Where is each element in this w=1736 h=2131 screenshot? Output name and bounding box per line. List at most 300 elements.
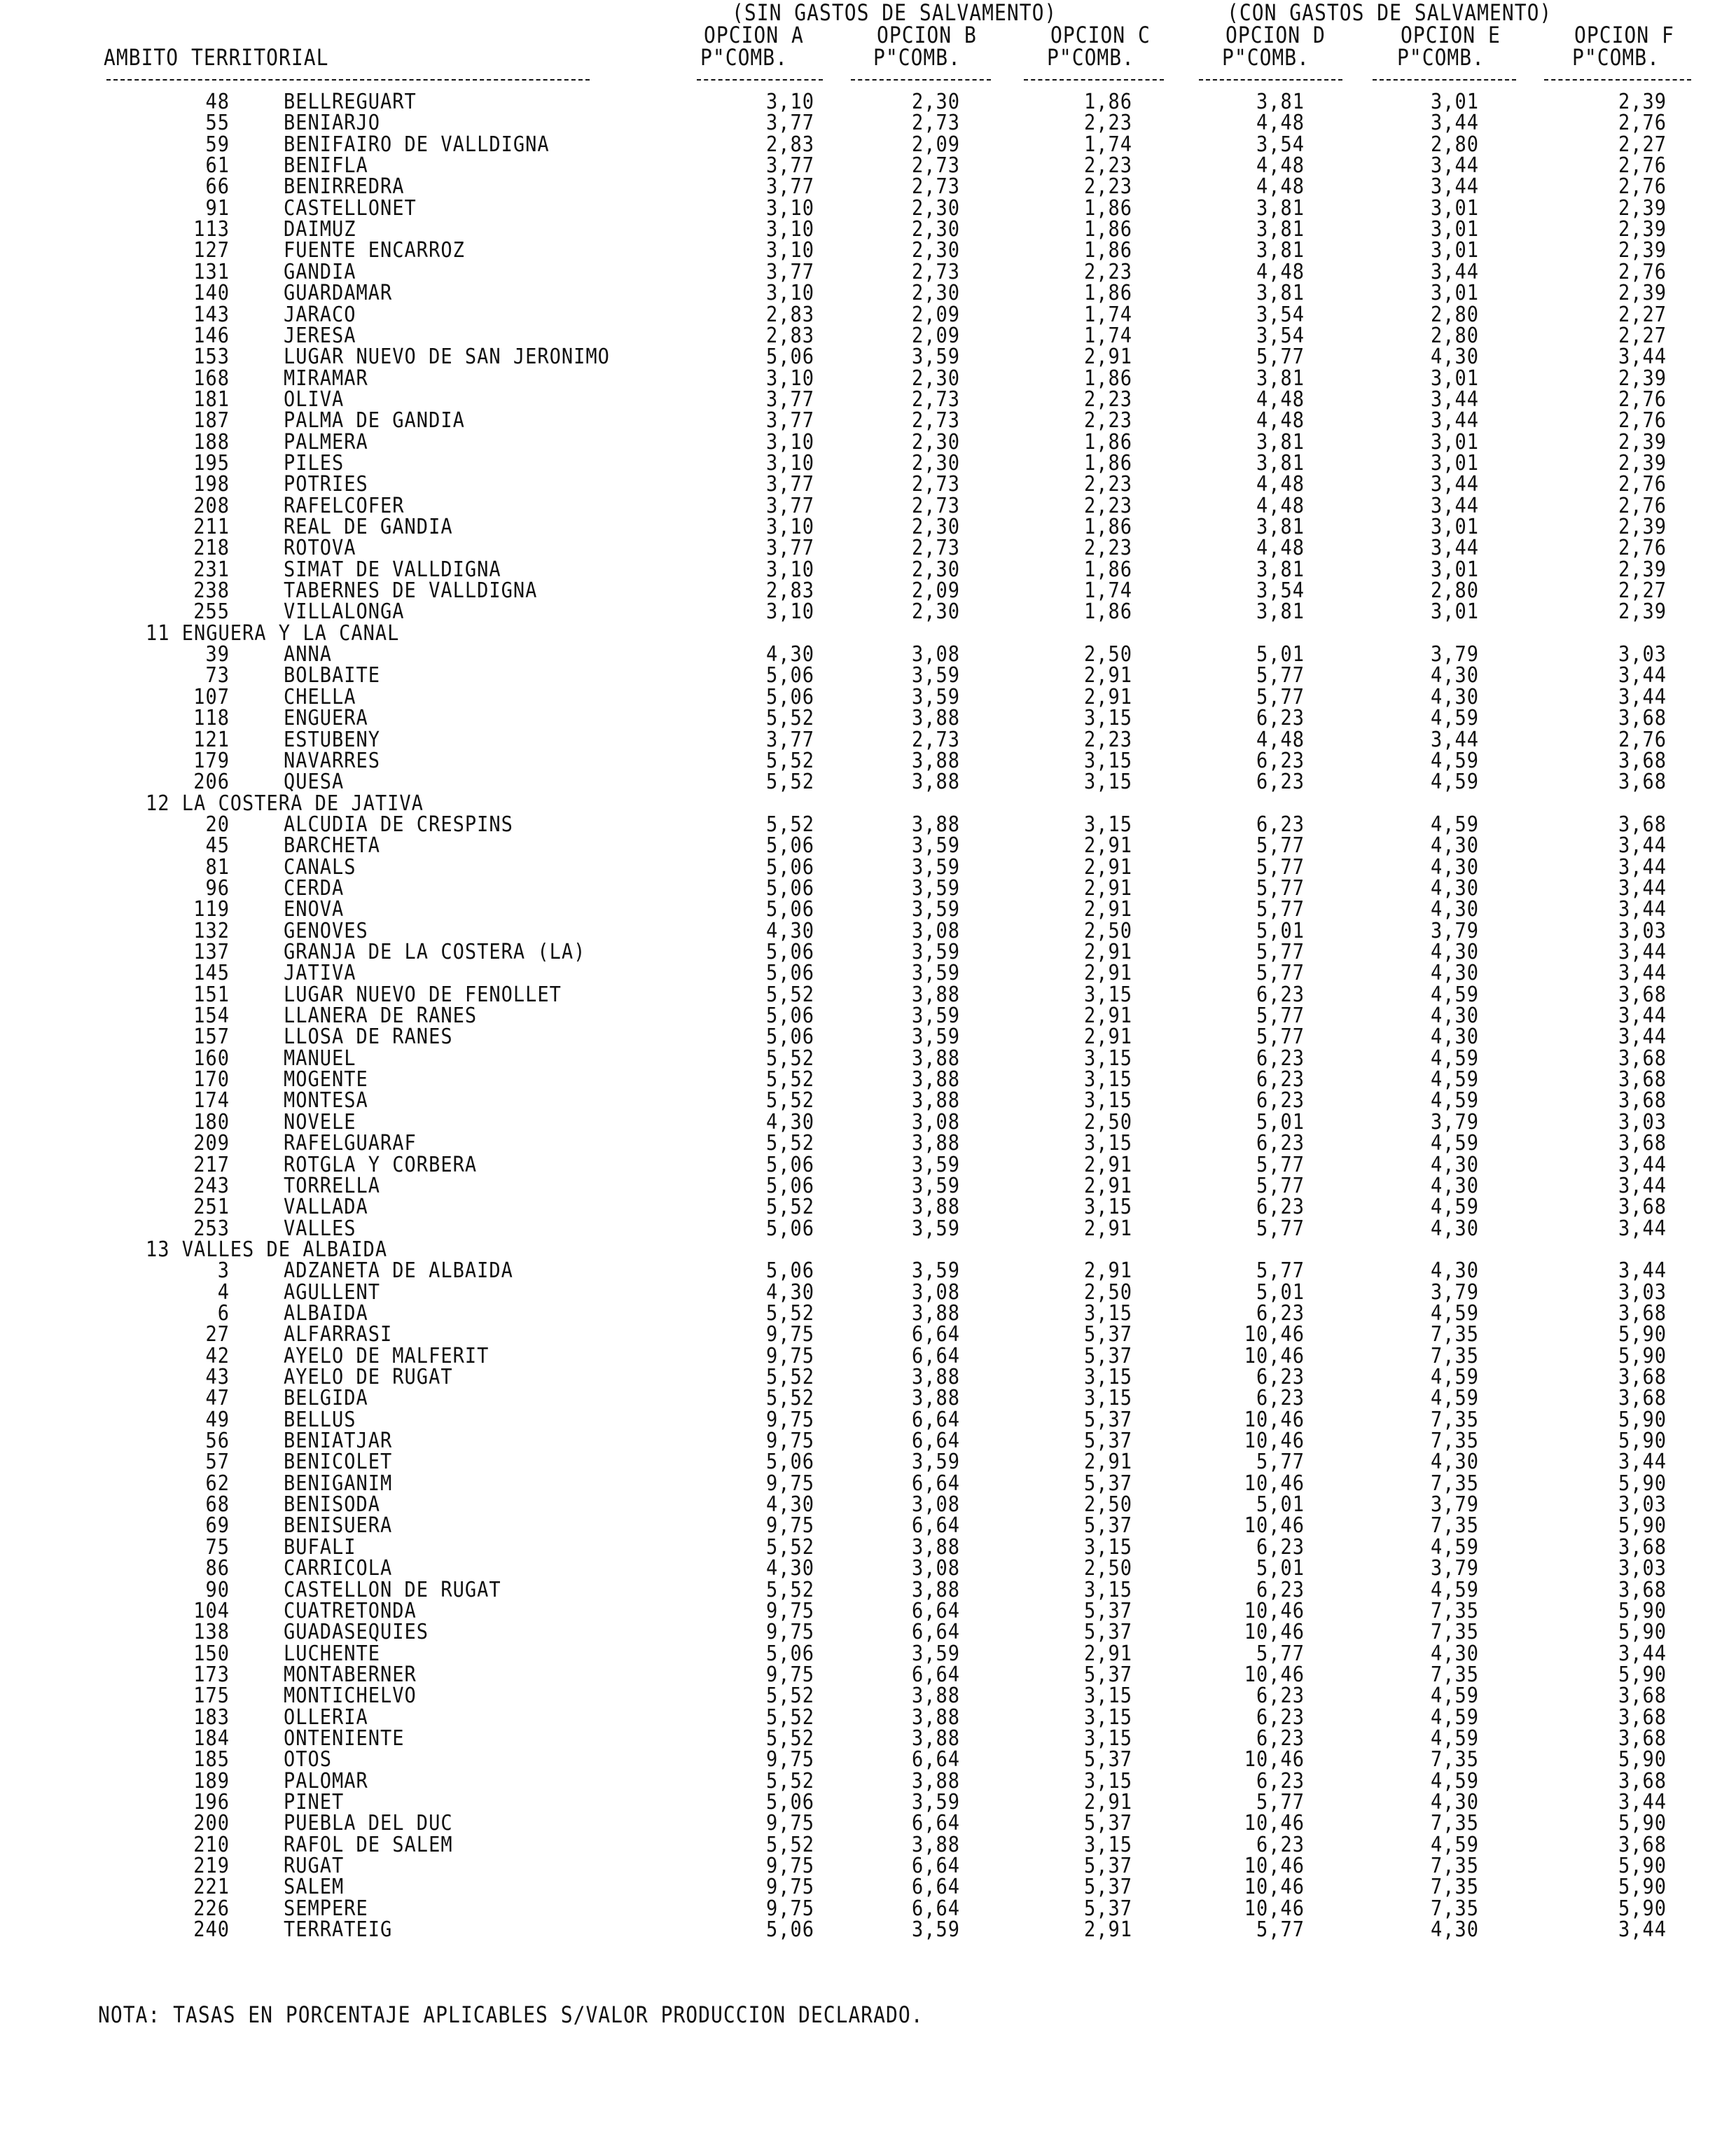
rate-option-a: 9,75 bbox=[765, 1747, 814, 1772]
rate-option-b: 3,59 bbox=[911, 960, 960, 985]
rate-option-a: 5,06 bbox=[765, 854, 814, 880]
rate-option-a: 5,06 bbox=[765, 1789, 814, 1814]
rate-option-b: 3,88 bbox=[911, 1364, 960, 1389]
rate-option-e: 4,30 bbox=[1430, 896, 1479, 922]
rate-option-e: 4,30 bbox=[1430, 1449, 1479, 1474]
rate-option-e: 4,30 bbox=[1430, 662, 1479, 688]
rate-option-e: 3,44 bbox=[1430, 408, 1479, 433]
rate-option-f: 2,39 bbox=[1618, 216, 1667, 242]
footnote: NOTA: TASAS EN PORCENTAJE APLICABLES S/VALOR PRODUCCION DECLARADO. bbox=[98, 2001, 924, 2028]
rate-option-d: 5,77 bbox=[1256, 1641, 1305, 1666]
rate-option-a: 5,06 bbox=[765, 1003, 814, 1028]
rate-option-f: 2,39 bbox=[1618, 557, 1667, 582]
rate-option-f: 3,44 bbox=[1618, 662, 1667, 688]
row-municipality: FUENTE ENCARROZ bbox=[284, 237, 465, 263]
rate-option-c: 2,91 bbox=[1083, 939, 1132, 964]
rate-option-b: 6,64 bbox=[911, 1471, 960, 1496]
rate-option-e: 4,59 bbox=[1430, 1130, 1479, 1155]
row-code: 206 bbox=[193, 769, 230, 794]
row-code: 209 bbox=[193, 1130, 230, 1155]
row-municipality: BENIRREDRA bbox=[284, 174, 405, 199]
rate-option-d: 5,77 bbox=[1256, 896, 1305, 922]
rate-option-b: 3,59 bbox=[911, 896, 960, 922]
row-code: 121 bbox=[193, 727, 230, 752]
rate-option-e: 7,35 bbox=[1430, 1747, 1479, 1772]
rate-option-c: 2,91 bbox=[1083, 344, 1132, 369]
row-code: 68 bbox=[205, 1492, 230, 1517]
rate-option-e: 4,30 bbox=[1430, 1641, 1479, 1666]
rate-option-b: 3,88 bbox=[911, 1768, 960, 1793]
rate-option-d: 5,01 bbox=[1256, 1555, 1305, 1581]
row-code: 69 bbox=[205, 1513, 230, 1538]
rate-option-e: 4,59 bbox=[1430, 982, 1479, 1007]
rate-option-d: 4,48 bbox=[1256, 493, 1305, 518]
row-code: 198 bbox=[193, 471, 230, 497]
rate-option-c: 5,37 bbox=[1083, 1343, 1132, 1368]
rate-option-f: 3,44 bbox=[1618, 833, 1667, 858]
rate-option-f: 5,90 bbox=[1618, 1853, 1667, 1878]
rate-option-d: 6,23 bbox=[1256, 1385, 1305, 1410]
rate-option-b: 3,59 bbox=[911, 939, 960, 964]
rate-option-c: 2,91 bbox=[1083, 1024, 1132, 1049]
rate-option-a: 5,52 bbox=[765, 1577, 814, 1602]
row-municipality: OTOS bbox=[284, 1747, 333, 1772]
row-municipality: VALLADA bbox=[284, 1194, 368, 1219]
row-code: 104 bbox=[193, 1598, 230, 1623]
rate-option-c: 5,37 bbox=[1083, 1619, 1132, 1644]
rate-option-e: 7,35 bbox=[1430, 1598, 1479, 1623]
rate-option-a: 9,75 bbox=[765, 1896, 814, 1921]
rate-option-a: 5,52 bbox=[765, 705, 814, 730]
rate-option-b: 3,59 bbox=[911, 662, 960, 688]
rate-option-d: 6,23 bbox=[1256, 1067, 1305, 1092]
row-code: 59 bbox=[205, 132, 230, 157]
row-code: 168 bbox=[193, 366, 230, 391]
rate-option-e: 3,01 bbox=[1430, 366, 1479, 391]
rate-option-a: 5,52 bbox=[765, 1683, 814, 1708]
row-municipality: ONTENIENTE bbox=[284, 1726, 405, 1751]
rate-option-e: 3,44 bbox=[1430, 174, 1479, 199]
row-municipality: BELGIDA bbox=[284, 1385, 368, 1410]
rate-option-b: 3,08 bbox=[911, 1279, 960, 1305]
row-municipality: OLIVA bbox=[284, 387, 345, 412]
rate-option-f: 2,39 bbox=[1618, 280, 1667, 305]
header-divider-b bbox=[851, 79, 991, 81]
rate-option-f: 3,44 bbox=[1618, 896, 1667, 922]
rate-option-c: 2,91 bbox=[1083, 1003, 1132, 1028]
row-municipality: SIMAT DE VALLDIGNA bbox=[284, 557, 501, 582]
rate-option-e: 3,79 bbox=[1430, 641, 1479, 667]
rate-option-f: 2,27 bbox=[1618, 578, 1667, 603]
rate-option-e: 4,59 bbox=[1430, 1088, 1479, 1113]
row-code: 189 bbox=[193, 1768, 230, 1793]
rate-option-d: 6,23 bbox=[1256, 1300, 1305, 1326]
rate-option-a: 3,77 bbox=[765, 153, 814, 178]
group-header-con-gastos: (CON GASTOS DE SALVAMENTO) bbox=[1227, 0, 1553, 26]
rate-option-b: 6,64 bbox=[911, 1853, 960, 1878]
row-code: 154 bbox=[193, 1003, 230, 1028]
rate-option-e: 3,79 bbox=[1430, 1555, 1479, 1581]
rate-option-a: 3,10 bbox=[765, 195, 814, 221]
rate-option-e: 4,59 bbox=[1430, 1832, 1479, 1857]
rate-option-f: 3,44 bbox=[1618, 939, 1667, 964]
rate-option-b: 2,30 bbox=[911, 216, 960, 242]
rate-option-c: 2,91 bbox=[1083, 960, 1132, 985]
row-code: 45 bbox=[205, 833, 230, 858]
row-code: 81 bbox=[205, 854, 230, 880]
rate-option-c: 3,15 bbox=[1083, 705, 1132, 730]
rate-option-f: 2,76 bbox=[1618, 174, 1667, 199]
row-code: 238 bbox=[193, 578, 230, 603]
row-municipality: MOGENTE bbox=[284, 1067, 368, 1092]
row-municipality: GANDIA bbox=[284, 259, 356, 284]
rate-option-e: 4,59 bbox=[1430, 1768, 1479, 1793]
rate-option-d: 3,81 bbox=[1256, 366, 1305, 391]
row-municipality: BENISODA bbox=[284, 1492, 381, 1517]
rate-option-a: 3,10 bbox=[765, 429, 814, 454]
rate-option-e: 4,59 bbox=[1430, 1534, 1479, 1560]
rate-option-b: 3,59 bbox=[911, 1449, 960, 1474]
rate-option-c: 3,15 bbox=[1083, 982, 1132, 1007]
row-code: 151 bbox=[193, 982, 230, 1007]
header-option-b: OPCION B bbox=[877, 22, 977, 48]
rate-option-a: 5,52 bbox=[765, 1534, 814, 1560]
rate-option-a: 3,10 bbox=[765, 366, 814, 391]
row-code: 47 bbox=[205, 1385, 230, 1410]
rate-option-d: 5,77 bbox=[1256, 960, 1305, 985]
rate-option-b: 3,88 bbox=[911, 1385, 960, 1410]
rate-option-f: 3,68 bbox=[1618, 1534, 1667, 1560]
rate-option-b: 2,73 bbox=[911, 727, 960, 752]
row-municipality: OLLERIA bbox=[284, 1705, 368, 1730]
rate-option-a: 3,77 bbox=[765, 535, 814, 560]
rate-option-a: 5,52 bbox=[765, 1726, 814, 1751]
group-heading: 13 VALLES DE ALBAIDA bbox=[146, 1237, 388, 1262]
rate-option-b: 2,73 bbox=[911, 387, 960, 412]
rate-option-f: 3,68 bbox=[1618, 1683, 1667, 1708]
rate-option-c: 2,23 bbox=[1083, 387, 1132, 412]
rate-option-d: 6,23 bbox=[1256, 1194, 1305, 1219]
rate-option-d: 4,48 bbox=[1256, 174, 1305, 199]
rate-option-a: 9,75 bbox=[765, 1662, 814, 1687]
rate-option-e: 3,01 bbox=[1430, 89, 1479, 114]
row-municipality: QUESA bbox=[284, 769, 345, 794]
row-code: 75 bbox=[205, 1534, 230, 1560]
rate-option-d: 10,46 bbox=[1244, 1598, 1305, 1623]
rate-option-d: 5,01 bbox=[1256, 1492, 1305, 1517]
rate-option-c: 2,91 bbox=[1083, 1789, 1132, 1814]
rate-option-a: 5,06 bbox=[765, 939, 814, 964]
rate-option-c: 3,15 bbox=[1083, 1726, 1132, 1751]
rate-option-c: 1,86 bbox=[1083, 216, 1132, 242]
rate-option-f: 3,03 bbox=[1618, 1555, 1667, 1581]
rate-option-b: 6,64 bbox=[911, 1896, 960, 1921]
rate-option-b: 3,59 bbox=[911, 1003, 960, 1028]
rate-option-e: 4,59 bbox=[1430, 1364, 1479, 1389]
row-code: 208 bbox=[193, 493, 230, 518]
row-code: 131 bbox=[193, 259, 230, 284]
rate-option-f: 5,90 bbox=[1618, 1662, 1667, 1687]
rate-option-b: 2,09 bbox=[911, 302, 960, 327]
rate-option-f: 3,44 bbox=[1618, 344, 1667, 369]
row-code: 173 bbox=[193, 1662, 230, 1687]
rate-option-c: 2,91 bbox=[1083, 1258, 1132, 1283]
rate-option-e: 3,01 bbox=[1430, 237, 1479, 263]
rate-option-e: 4,30 bbox=[1430, 875, 1479, 901]
rate-option-e: 4,59 bbox=[1430, 1194, 1479, 1219]
rate-option-a: 3,77 bbox=[765, 110, 814, 135]
rate-option-b: 3,88 bbox=[911, 748, 960, 773]
row-code: 86 bbox=[205, 1555, 230, 1581]
rate-option-e: 4,30 bbox=[1430, 684, 1479, 709]
row-code: 127 bbox=[193, 237, 230, 263]
header-divider-a bbox=[697, 79, 823, 81]
rate-option-c: 1,74 bbox=[1083, 302, 1132, 327]
row-code: 153 bbox=[193, 344, 230, 369]
row-municipality: GENOVES bbox=[284, 918, 368, 943]
rate-option-f: 3,68 bbox=[1618, 1726, 1667, 1751]
rate-option-e: 4,30 bbox=[1430, 854, 1479, 880]
rate-option-f: 2,76 bbox=[1618, 259, 1667, 284]
rate-option-e: 3,01 bbox=[1430, 514, 1479, 539]
header-divider-c bbox=[1024, 79, 1164, 81]
rate-option-a: 9,75 bbox=[765, 1471, 814, 1496]
row-municipality: JATIVA bbox=[284, 960, 356, 985]
rate-option-c: 5,37 bbox=[1083, 1513, 1132, 1538]
row-municipality: JARACO bbox=[284, 302, 356, 327]
rate-option-e: 3,44 bbox=[1430, 259, 1479, 284]
rate-option-a: 9,75 bbox=[765, 1853, 814, 1878]
row-code: 96 bbox=[205, 875, 230, 901]
rate-option-b: 3,59 bbox=[911, 1216, 960, 1241]
row-code: 90 bbox=[205, 1577, 230, 1602]
rate-option-d: 6,23 bbox=[1256, 982, 1305, 1007]
rate-option-f: 2,76 bbox=[1618, 493, 1667, 518]
rate-option-a: 5,06 bbox=[765, 960, 814, 985]
rate-option-a: 5,06 bbox=[765, 1641, 814, 1666]
rate-option-c: 5,37 bbox=[1083, 1321, 1132, 1347]
row-code: 240 bbox=[193, 1917, 230, 1942]
rate-option-c: 1,74 bbox=[1083, 132, 1132, 157]
row-code: 187 bbox=[193, 408, 230, 433]
row-municipality: BENIARJO bbox=[284, 110, 381, 135]
rate-option-e: 4,30 bbox=[1430, 939, 1479, 964]
rate-option-b: 6,64 bbox=[911, 1407, 960, 1432]
rate-option-f: 5,90 bbox=[1618, 1321, 1667, 1347]
rate-option-f: 3,68 bbox=[1618, 1194, 1667, 1219]
rate-option-e: 4,30 bbox=[1430, 1917, 1479, 1942]
rate-option-c: 3,15 bbox=[1083, 1046, 1132, 1071]
rate-option-a: 2,83 bbox=[765, 302, 814, 327]
rate-option-d: 4,48 bbox=[1256, 408, 1305, 433]
rate-option-c: 2,23 bbox=[1083, 727, 1132, 752]
rate-option-b: 3,08 bbox=[911, 641, 960, 667]
rate-option-d: 6,23 bbox=[1256, 769, 1305, 794]
rate-option-a: 5,52 bbox=[765, 1705, 814, 1730]
rate-option-d: 3,81 bbox=[1256, 514, 1305, 539]
row-municipality: LUGAR NUEVO DE FENOLLET bbox=[284, 982, 562, 1007]
rate-option-e: 7,35 bbox=[1430, 1853, 1479, 1878]
rate-option-f: 3,68 bbox=[1618, 1577, 1667, 1602]
row-municipality: MANUEL bbox=[284, 1046, 356, 1071]
row-municipality: PINET bbox=[284, 1789, 345, 1814]
rate-option-c: 1,86 bbox=[1083, 237, 1132, 263]
row-municipality: MONTABERNER bbox=[284, 1662, 417, 1687]
group-header-sin-gastos: (SIN GASTOS DE SALVAMENTO) bbox=[732, 0, 1057, 26]
rate-option-c: 2,50 bbox=[1083, 1492, 1132, 1517]
row-municipality: BOLBAITE bbox=[284, 662, 381, 688]
rate-option-f: 3,03 bbox=[1618, 641, 1667, 667]
rate-option-c: 1,86 bbox=[1083, 429, 1132, 454]
rate-option-f: 3,68 bbox=[1618, 1046, 1667, 1071]
rate-option-b: 3,88 bbox=[911, 1832, 960, 1857]
rate-option-f: 3,03 bbox=[1618, 1279, 1667, 1305]
row-code: 61 bbox=[205, 153, 230, 178]
rate-option-c: 3,15 bbox=[1083, 1300, 1132, 1326]
row-municipality: GRANJA DE LA COSTERA (LA) bbox=[284, 939, 586, 964]
rate-option-d: 5,77 bbox=[1256, 1216, 1305, 1241]
rate-option-b: 2,30 bbox=[911, 237, 960, 263]
rate-option-d: 3,54 bbox=[1256, 578, 1305, 603]
rate-option-a: 3,77 bbox=[765, 408, 814, 433]
rate-option-f: 5,90 bbox=[1618, 1343, 1667, 1368]
rate-option-b: 2,30 bbox=[911, 280, 960, 305]
rate-option-f: 5,90 bbox=[1618, 1471, 1667, 1496]
rate-option-d: 5,77 bbox=[1256, 1449, 1305, 1474]
rate-option-f: 3,44 bbox=[1618, 1216, 1667, 1241]
header-sub-e: P"COMB. bbox=[1397, 44, 1485, 71]
row-municipality: LLANERA DE RANES bbox=[284, 1003, 478, 1028]
row-code: 175 bbox=[193, 1683, 230, 1708]
rate-option-d: 3,54 bbox=[1256, 302, 1305, 327]
rate-option-f: 2,76 bbox=[1618, 471, 1667, 497]
rate-option-d: 6,23 bbox=[1256, 812, 1305, 837]
rate-option-f: 5,90 bbox=[1618, 1896, 1667, 1921]
rate-option-e: 4,59 bbox=[1430, 1067, 1479, 1092]
row-municipality: NOVELE bbox=[284, 1109, 356, 1134]
rate-option-e: 3,44 bbox=[1430, 727, 1479, 752]
rate-option-e: 7,35 bbox=[1430, 1619, 1479, 1644]
rate-option-a: 5,52 bbox=[765, 1768, 814, 1793]
row-code: 119 bbox=[193, 896, 230, 922]
rate-option-d: 6,23 bbox=[1256, 1577, 1305, 1602]
rate-option-a: 5,06 bbox=[765, 1173, 814, 1198]
rate-option-f: 2,39 bbox=[1618, 237, 1667, 263]
row-municipality: BENIFAIRO DE VALLDIGNA bbox=[284, 132, 550, 157]
rate-option-d: 5,77 bbox=[1256, 1258, 1305, 1283]
header-divider-f bbox=[1544, 79, 1691, 81]
rate-option-c: 2,91 bbox=[1083, 662, 1132, 688]
rate-option-b: 2,30 bbox=[911, 89, 960, 114]
rate-option-c: 3,15 bbox=[1083, 1534, 1132, 1560]
rate-option-b: 2,73 bbox=[911, 153, 960, 178]
rate-option-d: 4,48 bbox=[1256, 153, 1305, 178]
row-municipality: TORRELLA bbox=[284, 1173, 381, 1198]
rate-option-b: 3,88 bbox=[911, 769, 960, 794]
row-municipality: LUCHENTE bbox=[284, 1641, 381, 1666]
rate-option-c: 2,23 bbox=[1083, 535, 1132, 560]
row-municipality: ADZANETA DE ALBAIDA bbox=[284, 1258, 513, 1283]
rate-option-b: 6,64 bbox=[911, 1874, 960, 1899]
rate-option-c: 2,50 bbox=[1083, 1109, 1132, 1134]
rate-option-b: 6,64 bbox=[911, 1662, 960, 1687]
rate-option-d: 5,77 bbox=[1256, 854, 1305, 880]
rate-option-c: 1,86 bbox=[1083, 514, 1132, 539]
rate-option-a: 9,75 bbox=[765, 1321, 814, 1347]
group-heading: 12 LA COSTERA DE JATIVA bbox=[146, 791, 424, 816]
rate-option-f: 5,90 bbox=[1618, 1810, 1667, 1835]
row-code: 6 bbox=[217, 1300, 230, 1326]
rate-option-d: 5,77 bbox=[1256, 684, 1305, 709]
rate-option-f: 3,44 bbox=[1618, 1449, 1667, 1474]
header-option-c: OPCION C bbox=[1050, 22, 1151, 48]
rate-option-c: 1,86 bbox=[1083, 599, 1132, 624]
header-option-e: OPCION E bbox=[1401, 22, 1501, 48]
rate-option-f: 3,68 bbox=[1618, 769, 1667, 794]
row-code: 183 bbox=[193, 1705, 230, 1730]
rate-option-b: 3,59 bbox=[911, 1258, 960, 1283]
rate-option-d: 4,48 bbox=[1256, 110, 1305, 135]
rate-option-c: 1,86 bbox=[1083, 280, 1132, 305]
header-option-d: OPCION D bbox=[1225, 22, 1326, 48]
rate-option-c: 3,15 bbox=[1083, 748, 1132, 773]
rate-option-f: 5,90 bbox=[1618, 1747, 1667, 1772]
row-code: 181 bbox=[193, 387, 230, 412]
header-sub-a: P"COMB. bbox=[700, 44, 789, 71]
rate-option-a: 9,75 bbox=[765, 1407, 814, 1432]
rate-option-f: 3,68 bbox=[1618, 1067, 1667, 1092]
row-code: 62 bbox=[205, 1471, 230, 1496]
rate-option-c: 5,37 bbox=[1083, 1428, 1132, 1453]
rate-option-d: 10,46 bbox=[1244, 1471, 1305, 1496]
rate-option-b: 2,30 bbox=[911, 514, 960, 539]
header-divider-e bbox=[1373, 79, 1516, 81]
rate-option-c: 2,91 bbox=[1083, 1917, 1132, 1942]
row-municipality: ANNA bbox=[284, 641, 333, 667]
row-municipality: CHELLA bbox=[284, 684, 356, 709]
rate-option-b: 3,88 bbox=[911, 982, 960, 1007]
rate-option-b: 2,30 bbox=[911, 557, 960, 582]
rate-option-b: 3,88 bbox=[911, 1046, 960, 1071]
rate-option-e: 4,30 bbox=[1430, 1258, 1479, 1283]
rate-option-f: 2,27 bbox=[1618, 132, 1667, 157]
rate-option-b: 3,88 bbox=[911, 1683, 960, 1708]
rate-option-c: 3,15 bbox=[1083, 1577, 1132, 1602]
rate-option-f: 5,90 bbox=[1618, 1407, 1667, 1432]
row-municipality: RAFOL DE SALEM bbox=[284, 1832, 453, 1857]
rate-option-b: 2,30 bbox=[911, 366, 960, 391]
row-municipality: PILES bbox=[284, 450, 345, 476]
rate-option-c: 5,37 bbox=[1083, 1896, 1132, 1921]
rate-option-f: 3,68 bbox=[1618, 1705, 1667, 1730]
rate-option-b: 2,30 bbox=[911, 599, 960, 624]
rate-option-c: 1,86 bbox=[1083, 195, 1132, 221]
rate-option-a: 5,06 bbox=[765, 1917, 814, 1942]
row-municipality: BELLUS bbox=[284, 1407, 356, 1432]
rate-option-d: 10,46 bbox=[1244, 1810, 1305, 1835]
rate-option-c: 5,37 bbox=[1083, 1598, 1132, 1623]
rate-option-b: 3,59 bbox=[911, 1024, 960, 1049]
rate-option-a: 5,06 bbox=[765, 684, 814, 709]
rate-option-c: 3,15 bbox=[1083, 769, 1132, 794]
rate-option-f: 3,68 bbox=[1618, 1768, 1667, 1793]
row-municipality: LLOSA DE RANES bbox=[284, 1024, 453, 1049]
rate-option-c: 2,91 bbox=[1083, 684, 1132, 709]
rate-option-a: 5,52 bbox=[765, 769, 814, 794]
rate-option-e: 4,30 bbox=[1430, 1024, 1479, 1049]
rate-option-c: 3,15 bbox=[1083, 1705, 1132, 1730]
rate-option-f: 2,76 bbox=[1618, 408, 1667, 433]
